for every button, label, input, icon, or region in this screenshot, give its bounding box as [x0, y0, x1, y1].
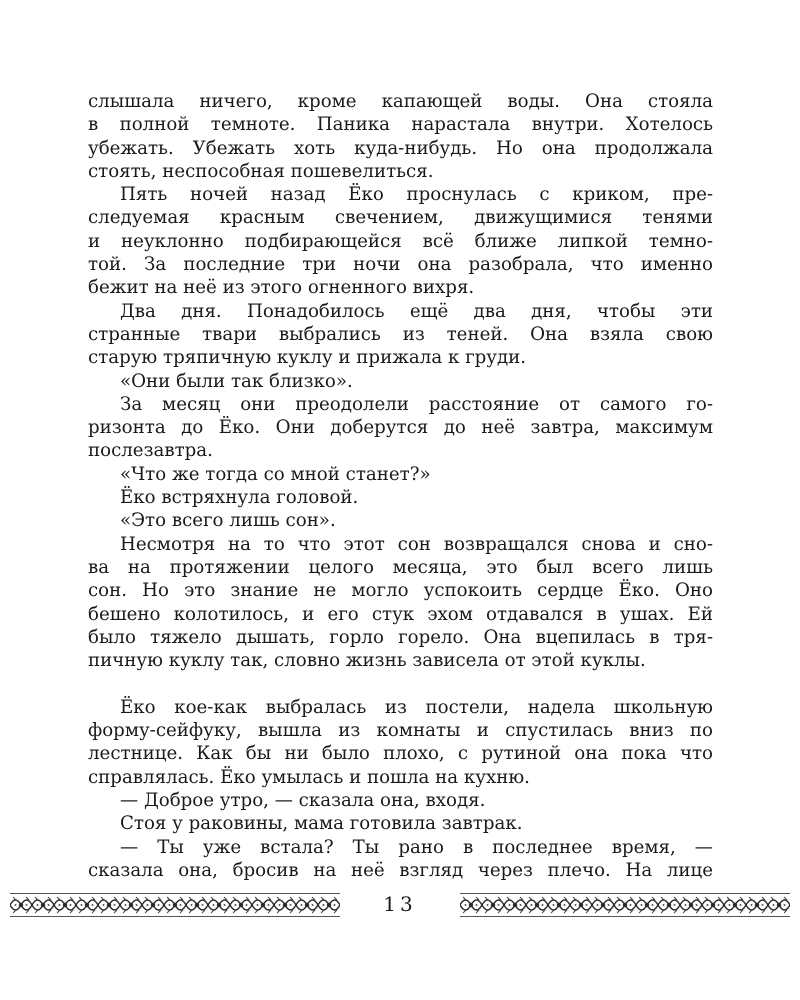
text-line: За месяц они преодолели расстояние от самого го- [120, 393, 713, 415]
text-line: странные твари выбрались из теней. Она взяла свою [88, 323, 713, 345]
paragraph-gap [88, 672, 713, 695]
text-line: и неуклонно подбирающейся всё ближе липкой темно- [88, 230, 713, 252]
text-line: форму-сейфуку, вышла из комнаты и спустилась вниз по [88, 720, 713, 742]
text-line: сказала она, бросив на неё взгляд через плечо. На лице [88, 859, 713, 881]
text-line: — Ты уже встала? Ты рано в последнее время, — [120, 836, 713, 858]
text-line: Несмотря на то что этот сон возвращался снова и сно- [120, 533, 713, 555]
body-text [88, 90, 713, 882]
text-line: пичную куклу так, словно жизнь зависела от этой куклы. [88, 650, 646, 672]
text-line: следуемая красным свечением, движущимися тенями [88, 207, 713, 229]
text-line: лестнице. Как бы ни было плохо, с рутиной она пока что [88, 743, 713, 765]
text-line: Ёко встряхнула головой. [120, 487, 359, 509]
text-line: сон. Но это знание не могло успокоить сердце Ёко. Оно [88, 580, 713, 602]
text-line: слышала ничего, кроме капающей воды. Она стояла [88, 91, 713, 112]
page-number: 13 [383, 892, 417, 916]
text-line: бежит на неё из этого огненного вихря. [88, 277, 475, 299]
text-line: было тяжело дышать, горло горело. Она вцепилась в тря- [88, 626, 713, 648]
text-line: стоять, неспособная пошевелиться. [88, 160, 434, 182]
text-line: Ёко кое-как выбралась из постели, надела школьную [120, 696, 713, 718]
text-line: — Доброе утро, — сказала она, входя. [120, 789, 486, 811]
text-line: послезавтра. [88, 440, 213, 462]
text-line: справлялась. Ёко умылась и пошла на кухню. [88, 766, 530, 788]
text-line: в полной темноте. Паника нарастала внутри. Хотелось [88, 114, 713, 136]
text-line: ризонта до Ёко. Они доберутся до неё завтра, максимум [88, 417, 713, 439]
text-line: «Что же тогда со мной станет?» [120, 463, 431, 485]
text-line: Стоя у раковины, мама готовила завтрак. [120, 813, 523, 835]
page-footer [10, 886, 790, 926]
text-line: «Они были так близко». [120, 370, 353, 392]
ornament-right-icon [460, 892, 790, 918]
text-line: убежать. Убежать хоть куда-нибудь. Но она продолжала [88, 137, 713, 159]
text-line: Пять ночей назад Ёко проснулась с криком, пре- [120, 184, 713, 206]
text-line: «Это всего лишь сон». [120, 510, 336, 532]
text-line: старую тряпичную куклу и прижала к груди. [88, 347, 527, 369]
text-line: той. За последние три ночи она разобрала, что именно [88, 254, 713, 276]
text-line: Два дня. Понадобилось ещё два дня, чтобы эти [120, 300, 713, 322]
text-line: ва на протяжении целого месяца, это был всего лишь [88, 556, 713, 578]
text-line: бешено колотилось, и его стук эхом отдавался в ушах. Ей [88, 603, 713, 625]
ornament-left-icon [10, 892, 340, 918]
